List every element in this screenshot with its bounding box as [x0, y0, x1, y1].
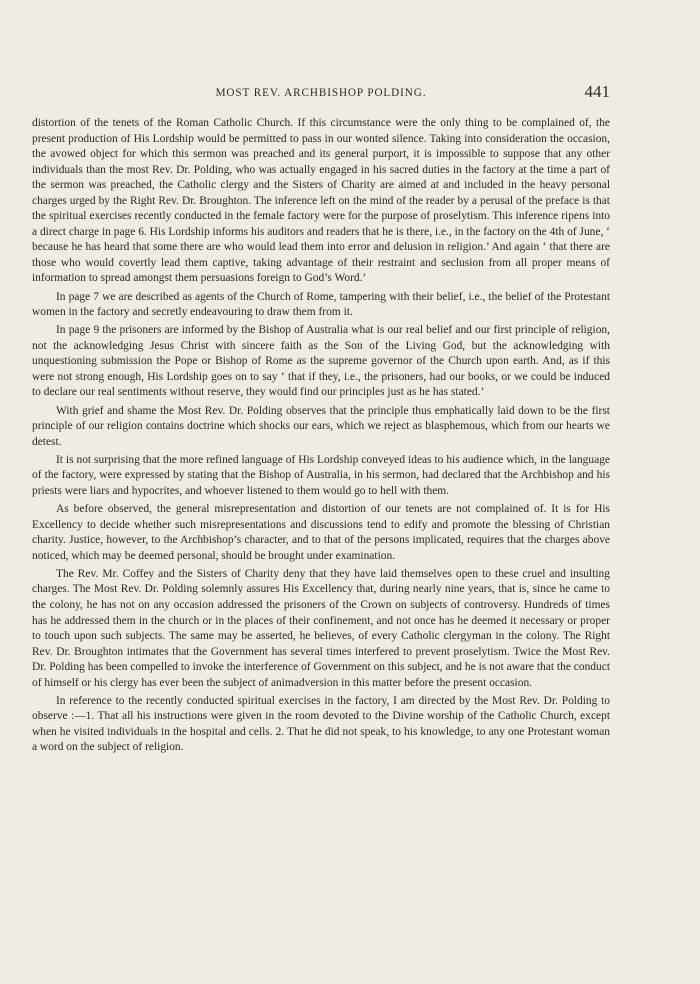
- running-head: [32, 82, 610, 108]
- paragraph-5: It is not surprising that the more refined language of His Lordship conveyed ideas to his audience which, in the language of the factory, were expressed by stating that the Bishop of Australia, in his sermon, had declared that the Archbishop and his priests were liars and hypocrites, and whoever listened to them would go to hell with them.: [32, 453, 610, 497]
- paragraph-1: distortion of the tenets of the Roman Catholic Church. If this circumstance were the only thing to be complained of, the present production of His Lordship would be permitted to pass in our wonted silence. Taking into consideration the occasion, the avowed object for which this sermon was preached and its general purport, it is impossible to suppose that any other individuals than the most Rev. Dr. Polding, who was actually engaged in his sacred duties in the factory at the time a part of the sermon was preached, the Catholic clergy and the Sisters of Charity are aimed at and included in the heavy personal charges urged by the Right Rev. Dr. Broughton. The inference left on the mind of the reader by a perusal of the preface is that the spiritual exercises recently conducted in the female factory were for the purpose of proselytism. This inference ripens into a direct charge in page 6. His Lordship informs his auditors and readers that he is there, i.e., in the factory on the 4th of June, ‘ because he has heard that some there are who would lead them into error and delusion in religion.’ And again ‘ that there are those who would covertly lead them captive, taking advantage of their restraint and seclusion from all proper means of information to spread amongst them persuasions foreign to God’s Word.’: [32, 117, 610, 285]
- paragraph-7: The Rev. Mr. Coffey and the Sisters of Charity deny that they have laid themselves open to these cruel and insulting charges. The Most Rev. Dr. Polding solemnly assures His Excellency that, during nearly nine years, that is, since he came to the colony, he has not on any occasion addressed the prisoners of the Crown on subjects of controversy. Hundreds of times has he addressed them in the church or in the places of their confinement, and not once has he deemed it necessary or proper to touch upon such subjects. The same may be asserted, he believes, of every Catholic clergyman in the colony. The Right Rev. Dr. Broughton intimates that the Government has several times interfered to prevent proselytism. Twice the Most Rev. Dr. Polding has been compelled to invoke the interference of Government on this subject, and he is not aware that the conduct of himself or his clergy has ever been the subject of animadversion in this matter before the present occasion.: [32, 567, 610, 689]
- paragraph-8: In reference to the recently conducted spiritual exercises in the factory, I am directed by the Most Rev. Dr. Polding to observe :—1. That all his instructions were given in the room devoted to the Divine worship of the Catholic Church, except when he visited individuals in the hospital and cells. 2. That he did not speak, to his knowledge, to any one Protestant woman a word on the subject of religion.: [32, 694, 610, 754]
- paragraph-3: In page 9 the prisoners are informed by the Bishop of Australia what is our real belief and our first principle of religion, not the acknowledging Jesus Christ with sincere faith as the Son of the Living God, but the acknowledging with unquestioning submission the Pope or Bishop of Rome as the supreme governor of the Church upon earth. And, as if this were not strong enough, His Lordship goes on to say ‘ that if they, i.e., the prisoners, had our books, or we could be induced to declare our real sentiments without reserve, they would find our principles just as he has stated.’: [32, 324, 610, 399]
- body-text: [32, 116, 610, 759]
- running-title: MOST REV. ARCHBISHOP POLDING.: [215, 87, 427, 99]
- paragraph-4: With grief and shame the Most Rev. Dr. Polding observes that the principle thus emphatically laid down to be the first principle of our religion contains doctrine which shocks our ears, which we reject as blasphemous, which from our hearts we detest.: [32, 404, 610, 448]
- paragraph-2: In page 7 we are described as agents of the Church of Rome, tampering with their belief, i.e., the belief of the Protestant women in the factory and secretly endeavouring to draw them from it.: [32, 290, 610, 319]
- paragraph-6: As before observed, the general misrepresentation and distortion of our tenets are not complained of. It is for His Excellency to decide whether such misrepresentations and discussions tend to edify and promote the blessing of Christian charity. Justice, however, to the Archbishop’s character, and to that of the persons implicated, requires that the charges above noticed, which may be deemed personal, should be brought under examination.: [32, 503, 610, 562]
- page-number: 441: [584, 82, 610, 101]
